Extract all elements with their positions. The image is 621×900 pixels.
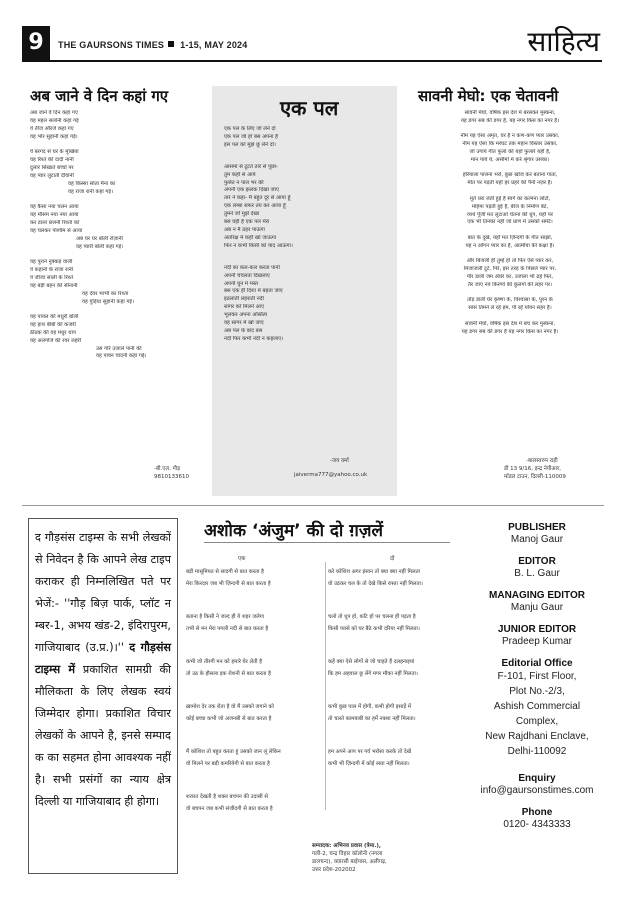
verse-line: वह पुराने नुक्कड़ वाली — [30, 259, 73, 265]
verse-line: नदी का कल-कल करता पानी — [224, 264, 280, 271]
issue-date: 1-15, MAY 2024 — [180, 40, 248, 50]
verse-line: हम अपने आप पर गर्व भरोसा करके तो देखें — [328, 749, 412, 755]
office-address — [470, 669, 604, 759]
verse-line: तोड़ डाली घेर कृष्णा के, विश्वासा के, पुरन के — [467, 297, 553, 304]
verse-line: वह पायल की मधुरी बोली — [30, 313, 79, 320]
verse-line: दुलार सिखाते बच्चों पर — [30, 164, 74, 171]
ghazal-subtitle-a: एक — [238, 556, 246, 562]
stanza — [416, 235, 604, 251]
verse-line: नदी फिर कभी नदी न कहलाए। — [224, 335, 284, 342]
verse-line: अपनी धुन में मस्त — [224, 280, 259, 287]
verse-line: सावनी मेघो, वर्षिक इस देश में बरसकर मुस्कना, — [464, 110, 556, 116]
verse-line: नीम यह ऐसा अमृत, घर है न कण-कण प्यार उसका, — [460, 133, 560, 140]
verse-line: उस गोरे उजाले पानी की — [96, 345, 142, 352]
stanza — [30, 259, 205, 306]
section-divider — [22, 505, 604, 506]
verse-line: करे कोशिश अगर इंसान तो क्या क्या नहीं मिलता — [328, 569, 421, 575]
stanza — [416, 321, 604, 337]
author-name: -बी.एल. गौड़ — [154, 466, 181, 472]
verse-line: वे तीज औरंजे कहां गए — [30, 125, 74, 132]
verse-line: वह गुड़िया सुहानी कहां गई। — [82, 298, 135, 305]
poem-title: सावनी मेघो: एक चेतावनी — [418, 87, 559, 105]
ghazal-one — [186, 566, 322, 836]
notice-text-part: द गौड़संस टाइम्स के सभी लेखकों से निवेदन है कि आपने लेख टाइप कराकर ही निम्नलिखित पते पर भेजें:- ''गौड़ बिज़ पार्क, प्लॉट नम्बर-1, अभय खंड-2, इंदिरापुरम, गाजियाबाद (उ.प्र.)।'' — [35, 531, 171, 654]
notice-text-bold: द गौड़संस टाइम्स में — [35, 641, 171, 676]
address-line: Plot No.-2/3, — [509, 686, 565, 697]
verse-line: फिर न कभी किसी को याद आऊंगा। — [224, 242, 293, 249]
verse-line: वे बरगद से घर के मुखिया — [30, 149, 79, 156]
verse-line: कि हम अहवाल छू लेंगे मगर मौका नहीं मिलता। — [328, 671, 418, 677]
poem-body — [30, 110, 205, 369]
verse-line: वह रिश्ते की दादी नानी — [30, 157, 74, 164]
verse-line: हरियाला पालना भरो, कुछ खोज कर बताना गाता, — [462, 172, 558, 179]
editor-line: डालचन्द), क्वारसी बाईपास, अलीगढ़, — [312, 859, 387, 865]
verse-line: मिजाजली टूटें, पिरें, इस तरह के पिछले प्यार पर, — [463, 266, 557, 273]
author-name: -जय वर्मा — [330, 458, 349, 464]
verse-line: यह न आँगन प्यार का है, आत्मीया की कक्षा है। — [465, 242, 555, 249]
notice-text — [35, 527, 171, 813]
verse-line: मीत पर पड़ती यहाँ हर प्रहरे की पैनी नज़र है। — [467, 180, 553, 187]
verse-line: तारे ने कहा- मैं बहुत दूर से आया हूँ — [224, 195, 291, 202]
author-notice-box — [28, 518, 178, 874]
ghazal-title: अशोक ‘अंजुम’ की दो ग़ज़लें — [204, 521, 383, 541]
stanza — [30, 314, 205, 361]
verse-line: बात के दूखे, यहाँ मत ज़िन्दगी के गीत साझो, — [467, 234, 553, 241]
enquiry-label: Enquiry — [518, 773, 556, 784]
couplet — [186, 701, 322, 725]
managing-editor-label: MANAGING EDITOR — [489, 590, 585, 601]
stanza — [416, 196, 604, 228]
verse-line: मूर्त धरा लेती हुई है स्वर्ग का कल्पना लोटो, — [469, 195, 551, 202]
poem-body — [416, 110, 604, 344]
phone-number: 0120- 4343333 — [503, 819, 571, 830]
editor-label: EDITOR — [518, 556, 556, 567]
poem-title: एक पल — [280, 96, 339, 120]
verse-line: एक पल जो हो बस अपना है — [224, 133, 278, 140]
verse-line: कभी जो तीरगी मन को हमारे घेर लेती है — [186, 659, 263, 665]
junior-editor-name: Pradeep Kumar — [501, 636, 573, 647]
verse-line: वह पावन चांदनी कहां गई। — [96, 353, 147, 360]
author-name: -बालस्वरुप राही — [526, 458, 558, 464]
stanza — [416, 172, 604, 188]
verse-line: नीम यह ऐसा कि मरघट तक महान विस्तार उसका, — [462, 141, 558, 148]
verse-line: अपनी एक झलक दिखा जाए — [224, 187, 279, 194]
couplet — [186, 791, 322, 815]
verse-line: व्यर्थ पूँजी मत लुटाओ चेतना की धुप, यहाँ पर — [467, 211, 553, 218]
verse-line: सांस तिमने ले रहे हम, पी रहे योवन सहर है। — [468, 305, 552, 312]
couplet — [328, 566, 466, 590]
page-header — [22, 26, 602, 62]
verse-line: इठलाती लहराती नदी — [224, 296, 264, 303]
editor-name: B. L. Gaur — [514, 568, 560, 579]
verse-line: वो बचपन जब कभी संजीदगी से बात करता है — [186, 806, 273, 812]
poem-saavni-megho — [408, 86, 604, 496]
couplet — [186, 656, 322, 680]
verse-line: अपनी चंचलता दिखलाए — [224, 272, 270, 279]
verse-line: वो मिलने पर बड़ी कमरियेगी से बात करता है — [186, 761, 270, 767]
verse-line: अब घर घर बोली रोज़ानी — [76, 235, 123, 242]
couplet — [186, 746, 322, 770]
poem-title: अब जाने वे दिन कहां गए — [30, 87, 169, 105]
junior-editor-label: JUNIOR EDITOR — [497, 624, 577, 635]
verse-line: वह कैसा नया चलन आया — [30, 204, 79, 211]
verse-line: जो उगाये गीत फूलों की यहाँ फुलारे यहीं है, — [469, 149, 551, 156]
office-label: Editorial Office — [501, 658, 573, 669]
verse-line: पीर डाली जम अँधेरे का, उजाला भी ढहे फिर, — [466, 274, 554, 280]
verse-line: इस पल को मुझे छू लेने दो। — [224, 141, 276, 148]
verse-line: कभी भी ज़िन्दगी में कोई रस्ता नहीं मिलता। — [328, 761, 410, 767]
notice-text-part: प्रकाशित सामग्री की मौलिकता के लिए लेखक स्वयं जिम्मेदार होगा। प्रकाशित विचार लेखकों के आपने है, इनसे सम्पादक का सहमत होना आवश्यक नहीं है। सभी प्रसंगों का न्याय क्षेत्र दिल्ली या गाजियाबाद ही होगा। — [35, 663, 171, 808]
stanza — [416, 297, 604, 313]
verse-line: तैर जाए नव किरणों की कुलगो की लहर पर। — [467, 281, 553, 288]
verse-line: वह बड़ी बहन की सीनानी — [30, 282, 78, 289]
page-number: 9 — [22, 26, 50, 60]
verse-line: किसी प्यासे को घर बैठे कभी दरिया नहीं मिलता। — [328, 626, 420, 632]
stanza — [416, 133, 604, 165]
stanza — [30, 110, 205, 142]
verse-line: वह देवर भाभी का रिश्ता — [82, 290, 129, 297]
masthead — [470, 522, 604, 874]
couplet — [186, 611, 322, 635]
poem-ab-jaane — [30, 86, 205, 496]
verse-line: वह प्यार लुटाती दीवानी — [30, 172, 74, 179]
verse-line: यह डगर सब की डगर है यह नगर किस का नगर है। — [461, 328, 559, 335]
verse-line: बस वही है एक पल मेरा — [224, 219, 270, 226]
verse-line: मान पाये ये, असीमों में करें श्रृंगार उसका। — [470, 157, 550, 164]
managing-editor-name: Manju Gaur — [510, 602, 564, 613]
verse-line: बस एक ही दिशा में बहता जाए — [224, 288, 283, 295]
phone-label: Phone — [521, 807, 553, 818]
verse-line: यह मौसम नया नया आया — [30, 211, 79, 218]
verse-line: वे जीजा साली के रिश्ते — [30, 274, 74, 281]
verse-line: सावनी मेघो, वर्षिक इस देश में बच कर मुस्कना, — [464, 320, 556, 327]
verse-line: और बिजली ही तुम्हें हो तो फिर ऐसे प्यार कर, — [466, 258, 554, 265]
stanza — [224, 265, 389, 344]
verse-line: ख़ामोश देर तक रोता है वो मैं उसको जगाने को — [186, 704, 274, 710]
poem-author — [154, 466, 189, 482]
ghazal-editor-credit — [312, 842, 387, 874]
ghazal-two — [328, 566, 466, 791]
author-address: मॉडल टाउन, दिल्ली-110009 — [504, 473, 566, 480]
verse-line: कहें क्या ऐसे लोगों से जो चाहते हैं दलहनाइयां — [328, 659, 415, 665]
verse-line: वह महल सलोनी कहां गई — [30, 117, 79, 124]
title-underline — [204, 542, 450, 543]
editor-line: गली-2, चन्द्र विहार कॉलोनी (नगला — [312, 851, 383, 857]
verse-line: वह भोर सुहानी कहां गई। — [30, 133, 78, 140]
verse-line: वे कहानी के राजा रानी — [30, 266, 74, 273]
stanza — [224, 164, 389, 251]
verse-line: फुर्सत न पाल भर की — [224, 179, 264, 186]
publisher-label: PUBLISHER — [508, 522, 566, 533]
verse-line: यह डगर सब की डगर है, यह नगर किस का नगर है। — [460, 117, 560, 124]
verse-line: आसमां से टूटते तारे से पूछा- — [224, 163, 279, 170]
address-line: Complex, — [515, 716, 559, 727]
verse-line: भूलकर अपना अस्तित्व — [224, 312, 268, 319]
address-line: F-101, First Floor, — [497, 671, 577, 682]
author-address: डी 13 9/16, इन्द्र नेपीआर, — [504, 465, 561, 472]
verse-line: अब पल के बाद बस — [224, 327, 263, 334]
verse-line: वह किस्सा सोता मैना का — [68, 180, 116, 187]
verse-line: अब न मैं ठहर पाऊंगा — [224, 226, 265, 233]
verse-line: मेरा किरदार जब भी ज़िन्दगी से बात करता है — [186, 581, 271, 587]
poem-ek-pal — [212, 86, 397, 496]
stanza — [416, 110, 604, 126]
verse-line: तुमने जो मुझे देखा — [224, 211, 260, 218]
verse-line: अब जाने वे दिन कहां गए — [30, 110, 78, 116]
verse-line: तभी से मन मेरा पगली नदी से बात करता है — [186, 626, 269, 632]
paper-name: THE GAURSONS TIMES — [58, 40, 165, 50]
verse-line: बड़ी मासूमियत से सादगी से बात करता है — [186, 569, 264, 575]
editor-line: उत्तर प्रदेश-202002 — [312, 867, 356, 873]
editor-line: सम्पादक: अभिनव प्रवास (त्रेमा.), — [312, 843, 381, 849]
separator-square-icon — [168, 41, 174, 47]
section-title: साहित्य — [527, 25, 600, 58]
verse-line: मैं कोशिश तो बहुत करता हूं उसको जान लूं लेकिन — [186, 749, 281, 755]
address-line: Delhi-110092 — [507, 746, 567, 757]
verse-line: तो उठ के हौसला इक रोशनी से बात करता है — [186, 671, 271, 677]
verse-line: वह राजा रानी कहां गई। — [68, 188, 114, 195]
verse-line: एक भी तिनका नहीं जो प्राण में उसको समेटे। — [467, 219, 553, 226]
verse-line: तुम कहाँ से आये — [224, 171, 256, 178]
stanza — [30, 149, 205, 196]
poem-author — [504, 458, 566, 482]
stanza — [30, 204, 205, 251]
verse-line: कभी कुछ पाल में होगी, कभी होगी इसाड़ें में — [328, 704, 412, 710]
ghazal-section — [186, 512, 468, 888]
verse-line: वह प्यारी बोली कहां गई। — [76, 243, 124, 250]
verse-line: वह हाथ बीबी की कजरी — [30, 321, 76, 328]
poem-body — [224, 126, 389, 351]
couplet — [328, 611, 466, 635]
enquiry-email[interactable]: info@gaursonstimes.com — [480, 785, 594, 796]
author-email: jaiverma777@yahoo.co.uk — [294, 472, 368, 478]
verse-line: अंतरिक्ष में कहीं खो जाऊंगा — [224, 234, 277, 241]
verse-line: वो उठकर चल के तो देखे किसे रास्ता नहीं मिलता। — [328, 581, 423, 587]
verse-line: वह चलकर पश्चिम से आया — [30, 227, 83, 234]
address-line: Ashish Commercial — [493, 701, 581, 712]
publisher-name: Manoj Gaur — [510, 534, 564, 545]
verse-line: ठीठक की वह मधुर थाप — [30, 329, 76, 336]
column-divider — [325, 562, 326, 810]
author-phone: 9810133610 — [154, 473, 189, 480]
verse-line: कोई बच्चा कभी जो अजनबी से बात करता है — [186, 716, 272, 722]
verse-line: वह सागर में खो जाए — [224, 320, 264, 327]
address-line: New Rajdhani Enclave, — [485, 731, 589, 742]
verse-line: महिमा पड़ती हुई है, बीज के निर्माण बेटे, — [471, 203, 549, 210]
stanza — [416, 258, 604, 290]
verse-line: बताना है किसी ने जल्द ही ये शहर जलेगा — [186, 614, 265, 620]
stanza — [224, 126, 389, 150]
verse-line: सागर को मिलने आए — [224, 304, 265, 311]
verse-line: चलो तो धूप हो, कटि हो पर चलना ही पड़ता है — [328, 614, 416, 620]
couplet — [328, 746, 466, 770]
verse-line: तो चलते कामयाबी का हमें नक्शा नहीं मिलता। — [328, 716, 416, 722]
verse-line: एक लम्बा सफर तय कर आया हूँ — [224, 203, 286, 210]
verse-line: एक पल के लिए जो लेने दो — [224, 126, 276, 132]
verse-line: शरारत देखती है शक्ल बचपन की उदासी से — [186, 794, 268, 800]
couplet — [328, 656, 466, 680]
verse-line: कर डाला छलनी रिश्तों को — [30, 219, 80, 226]
ghazal-subtitle-b: दो — [390, 556, 395, 562]
verse-line: वह अलगोजे की रवर लहरी — [30, 337, 82, 344]
couplet — [186, 566, 322, 590]
couplet — [328, 701, 466, 725]
